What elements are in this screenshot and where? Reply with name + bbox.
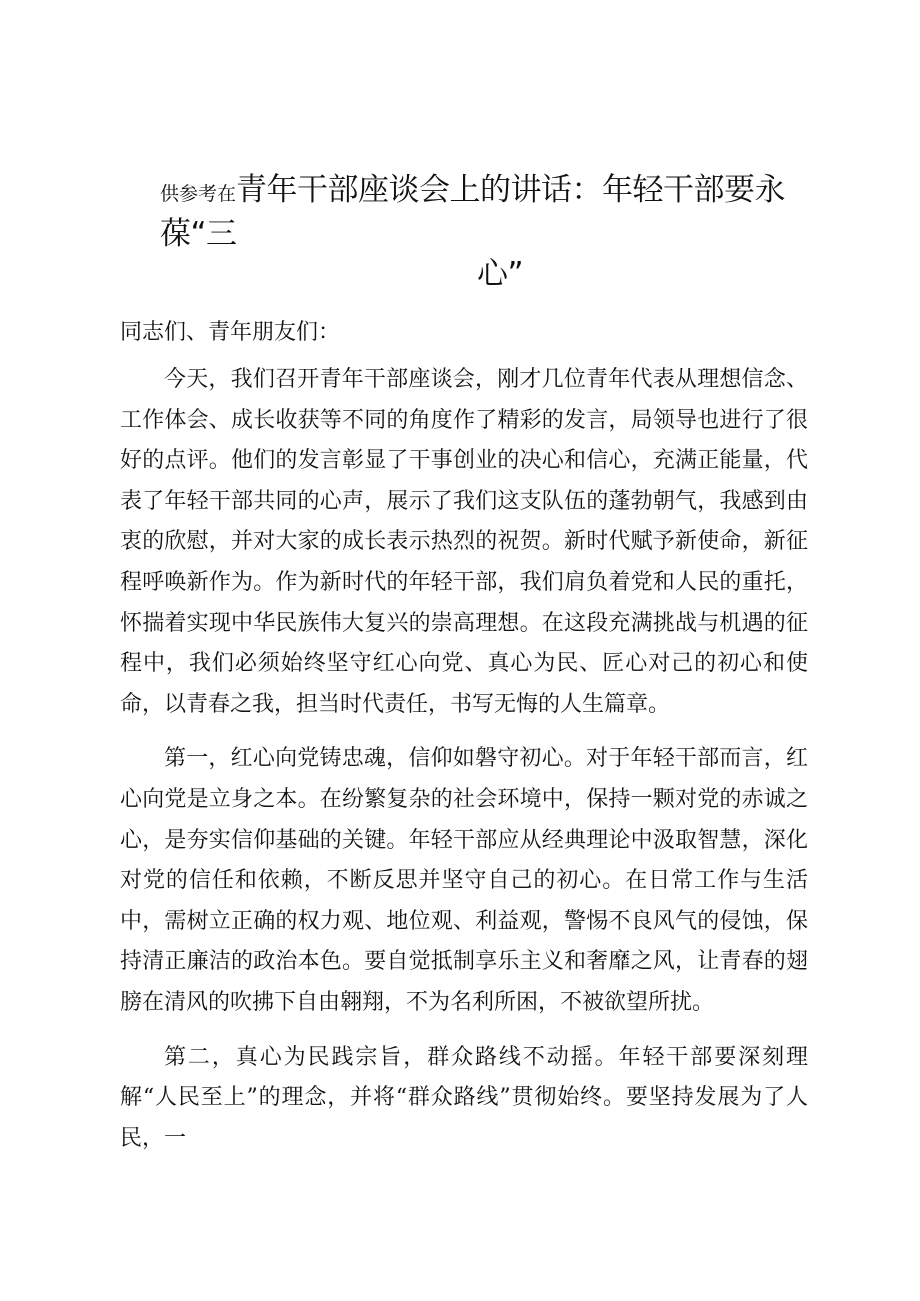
- title-main: 青年干部座谈会上的讲话：年轻干部要永葆“三: [160, 172, 786, 252]
- salutation: 同志们、青年朋友们：: [120, 320, 341, 345]
- title-prefix: 供参考在: [160, 183, 237, 205]
- paragraph-intro: 今天，我们召开青年干部座谈会，刚才几位青年代表从理想信念、工作体会、成长收获等不同的角度作了精彩的发言，局领导也进行了很好的点评。他们的发言彰显了干事创业的决心和信心，充满正能量，代表了年轻干部共同的心声，展示了我们这支队伍的蓬勃朝气，我感到由衷的欣慰，并对大家的成长表示热烈的祝贺。新时代赋予新使命，新征程呼唤新作为。作为新时代的年轻干部，我们肩负着党和人民的重托，怀揣着实现中华民族伟大复兴的崇高理想。在这段充满挑战与机遇的征程中，我们必须始终坚守红心向党、真心为民、匠心对己的初心和使命，以青春之我，担当时代责任，书写无悔的人生篇章。: [120, 367, 808, 717]
- paragraph-second: 第二，真心为民践宗旨，群众路线不动摇。年轻干部要深刻理解“人民至上”的理念，并将“群众路线”贯彻始终。要坚持发展为了人民，一: [120, 1044, 808, 1151]
- document-title: [160, 170, 820, 294]
- document-body: [120, 360, 808, 1173]
- paragraph-first: 第一，红心向党铸忠魂，信仰如磐守初心。对于年轻干部而言，红心向党是立身之本。在纷繁复杂的社会环境中，保持一颗对党的赤诚之心，是夯实信仰基础的关键。年轻干部应从经典理论中汲取智慧，深化对党的信任和依赖，不断反思并坚守自己的初心。在日常工作与生活中，需树立正确的权力观、地位观、利益观，警惕不良风气的侵蚀，保持清正廉洁的政治本色。要自觉抵制享乐主义和奢靡之风，让青春的翅膀在清风的吹拂下自由翱翔，不为名利所困，不被欲望所扰。: [120, 746, 808, 1015]
- title-tail: 心”: [476, 256, 524, 292]
